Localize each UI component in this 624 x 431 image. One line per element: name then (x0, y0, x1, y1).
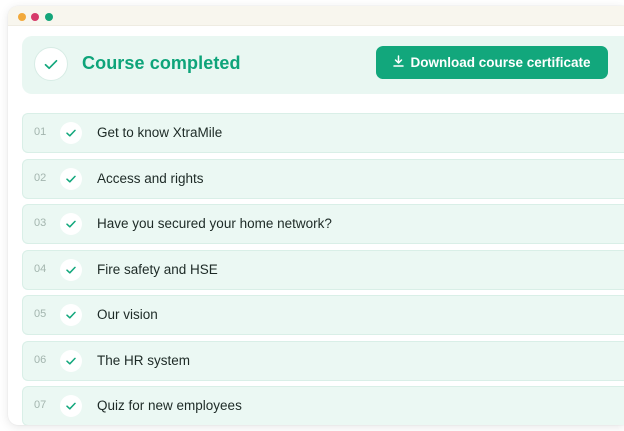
lesson-number: 05 (34, 308, 47, 320)
download-certificate-label: Download course certificate (410, 55, 591, 70)
lesson-item[interactable] (22, 159, 624, 199)
lesson-title: Access and rights (97, 170, 204, 186)
minimize-window-dot[interactable] (31, 13, 39, 21)
check-icon (60, 168, 82, 190)
download-certificate-button[interactable] (376, 46, 608, 79)
check-icon (34, 47, 68, 81)
lesson-title: Get to know XtraMile (97, 125, 223, 140)
check-icon (60, 304, 82, 326)
course-window (8, 6, 624, 425)
download-icon (393, 55, 404, 70)
check-icon (60, 213, 82, 235)
lesson-number: 07 (34, 399, 47, 411)
lesson-number: 04 (34, 262, 47, 275)
check-icon (60, 122, 82, 144)
lesson-title: The HR system (97, 352, 191, 368)
lesson-number: 02 (34, 171, 47, 184)
lesson-item[interactable] (22, 204, 624, 244)
lesson-number: 01 (34, 126, 47, 138)
check-icon (60, 350, 82, 372)
check-icon (60, 259, 82, 281)
lesson-item[interactable] (22, 341, 624, 381)
lesson-title: Quiz for new employees (97, 398, 242, 413)
lesson-number: 03 (34, 217, 47, 229)
lesson-title: Fire safety and HSE (97, 261, 218, 277)
lesson-item[interactable] (22, 295, 624, 335)
lesson-title: Our vision (97, 307, 158, 322)
course-completed-title: Course completed (82, 53, 241, 73)
window-titlebar (8, 6, 624, 26)
lesson-item[interactable] (22, 113, 624, 153)
lesson-title: Have you secured your home network? (97, 216, 332, 231)
course-completed-banner (22, 36, 624, 94)
check-icon (60, 395, 82, 417)
lesson-item[interactable] (22, 250, 624, 290)
lesson-item[interactable] (22, 386, 624, 425)
lesson-number: 06 (34, 353, 47, 366)
maximize-window-dot[interactable] (45, 13, 53, 21)
close-window-dot[interactable] (18, 13, 26, 21)
